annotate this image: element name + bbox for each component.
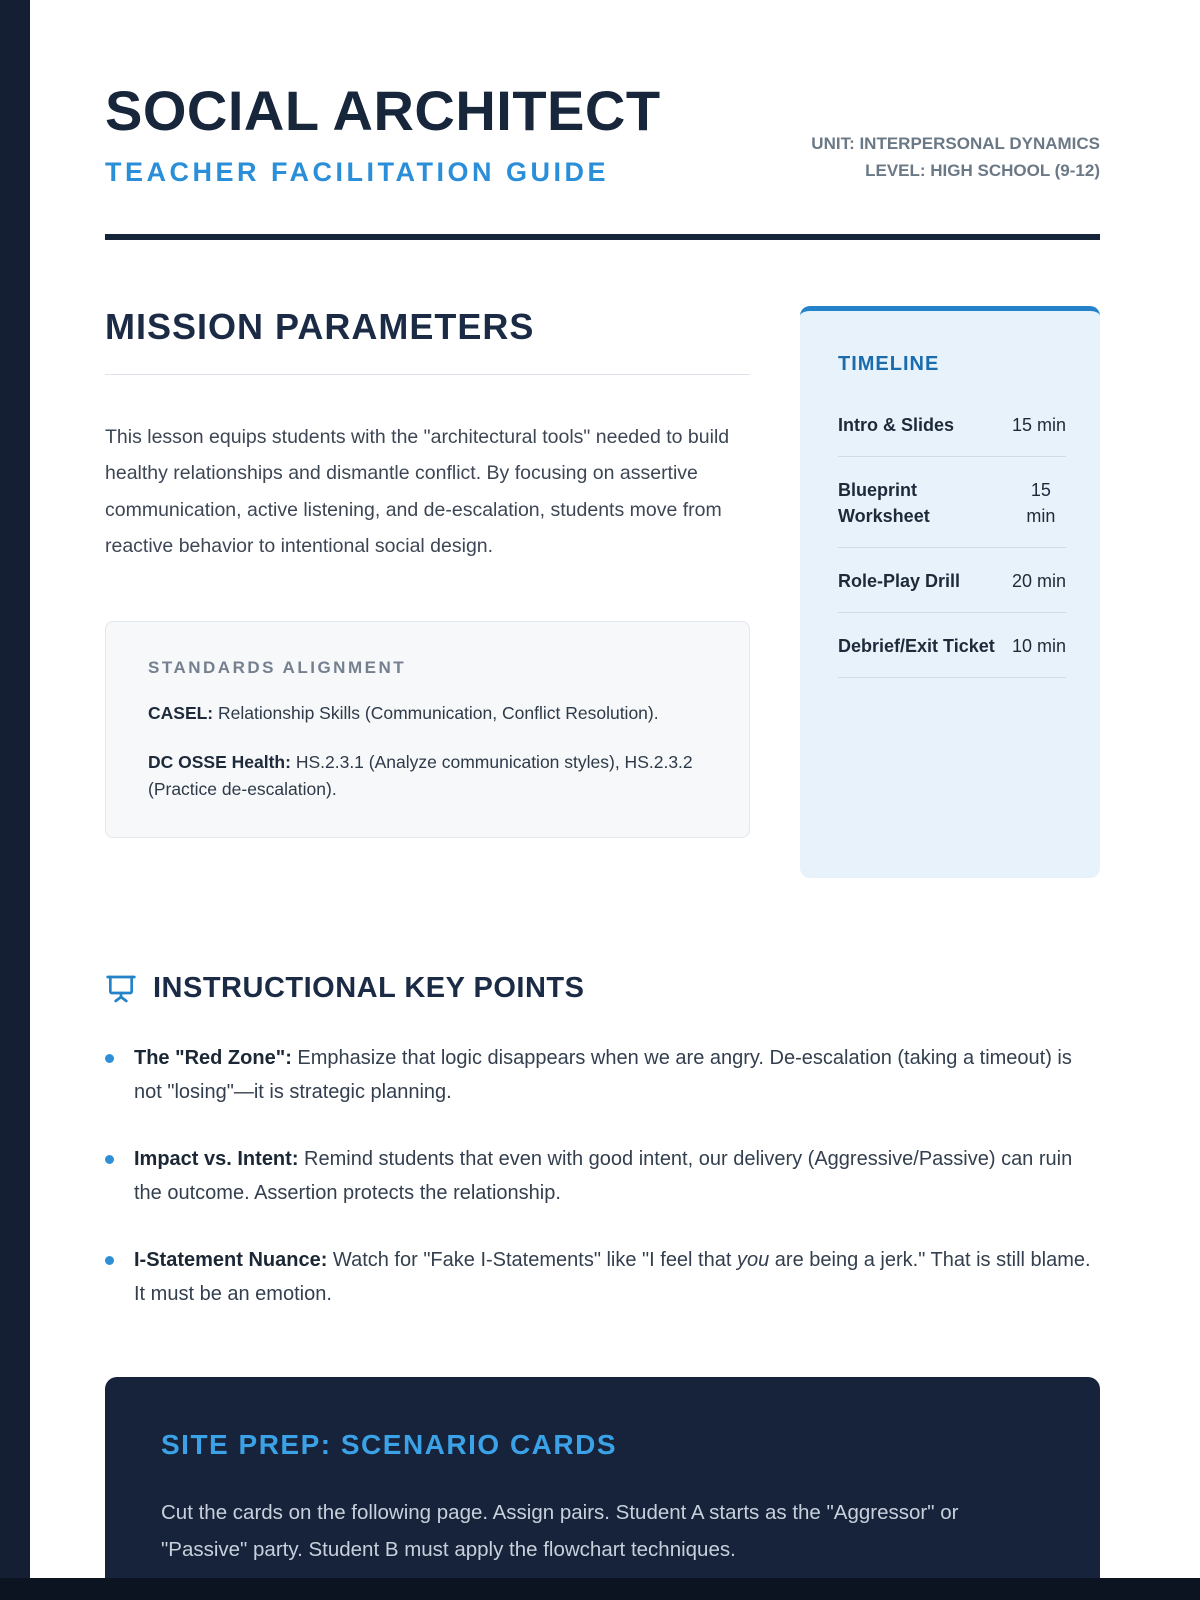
header-divider <box>105 234 1100 240</box>
document-title: SOCIAL ARCHITECT <box>105 79 661 142</box>
timeline-row <box>838 392 1066 457</box>
site-prep-heading: SITE PREP: SCENARIO CARDS <box>161 1429 617 1461</box>
mission-section <box>105 306 1100 878</box>
key-point-text <box>134 1041 1100 1110</box>
timeline-card <box>800 306 1100 878</box>
standards-alignment-box <box>105 621 750 838</box>
title-block <box>105 78 661 188</box>
standards-item-casel <box>148 700 709 727</box>
timeline-rows <box>838 392 1066 678</box>
key-points-heading-text: INSTRUCTIONAL KEY POINTS <box>153 972 585 1004</box>
standards-item-text: Relationship Skills (Communication, Conflict Resolution). <box>213 702 659 723</box>
mission-heading: MISSION PARAMETERS <box>105 306 750 375</box>
page-footer-band <box>0 1578 1200 1600</box>
timeline-row-label: Role-Play Drill <box>838 571 961 592</box>
key-point-text <box>134 1243 1100 1312</box>
header-meta <box>811 131 1100 188</box>
timeline-heading: TIMELINE <box>838 353 940 375</box>
key-point-body: are being a jerk." That is still blame. It must be an emotion. <box>134 1248 1091 1305</box>
timeline-row-value: 20 min <box>1011 571 1066 592</box>
timeline-row-label: Debrief/Exit Ticket <box>838 636 995 657</box>
key-point-item <box>105 1243 1100 1312</box>
site-prep-body: Cut the cards on the following page. Assign pairs. Student A starts as the "Aggressor" or "Passive" party. Student B must apply the flowchart techniques. <box>161 1501 959 1562</box>
mission-column <box>105 306 750 838</box>
timeline-row-value: 10 min <box>1011 636 1066 657</box>
site-prep-card <box>105 1377 1100 1600</box>
mission-body: This lesson equips students with the "architectural tools" needed to build healthy relationships and dismantle conflict. By focusing on assertive communication, active listening, and de-escalation, students move from reactive behavior to intentional social design. <box>105 426 730 558</box>
key-point-body: Emphasize that logic disappears when we are angry. De-escalation (taking a timeout) is not "losing"—it is strategic planning. <box>134 1047 1072 1104</box>
bullet-dot <box>105 1155 114 1164</box>
document-subtitle: TEACHER FACILITATION GUIDE <box>105 157 609 187</box>
timeline-row-value: 15 min <box>1011 415 1066 435</box>
standards-item-label: CASEL: <box>148 702 214 723</box>
presentation-board-icon <box>105 973 137 1005</box>
timeline-row <box>838 457 1066 548</box>
key-point-body: Remind students that even with good intent, our delivery (Aggressive/Passive) can ruin the outcome. Assertion protects the relationship. <box>134 1147 1073 1205</box>
standards-item-label: DC OSSE Health: <box>148 751 291 772</box>
standards-item-text: HS.2.3.1 (Analyze communication styles), HS.2.3.2 (Practice de-escalation). <box>148 751 693 800</box>
key-point-label: Impact vs. Intent: <box>134 1147 299 1170</box>
unit-label: UNIT: INTERPERSONAL DYNAMICS <box>811 134 1100 154</box>
key-point-item <box>105 1041 1100 1110</box>
timeline-row <box>838 548 1066 613</box>
key-point-text <box>134 1142 1100 1211</box>
key-point-item <box>105 1142 1100 1211</box>
key-point-body: Watch for "Fake I-Statements" like "I feel that <box>327 1248 737 1271</box>
timeline-row-label: Intro & Slides <box>838 415 955 435</box>
bullet-dot <box>105 1256 114 1265</box>
key-points-section <box>105 972 1100 1311</box>
key-point-emphasis: you <box>736 1248 770 1271</box>
bullet-dot <box>105 1054 114 1063</box>
timeline-row-label: Blueprint Worksheet <box>838 480 930 527</box>
key-point-label: I-Statement Nuance: <box>134 1248 328 1271</box>
level-label: LEVEL: HIGH SCHOOL (9-12) <box>865 160 1100 180</box>
key-points-list <box>105 1041 1100 1311</box>
key-points-heading <box>105 972 1100 1005</box>
timeline-row <box>838 613 1066 678</box>
key-point-label: The "Red Zone": <box>134 1047 292 1069</box>
document-header <box>105 78 1100 188</box>
standards-item-dc-osse <box>148 749 709 803</box>
standards-heading: STANDARDS ALIGNMENT <box>148 657 407 677</box>
timeline-row-value: 15 min <box>1026 480 1056 527</box>
